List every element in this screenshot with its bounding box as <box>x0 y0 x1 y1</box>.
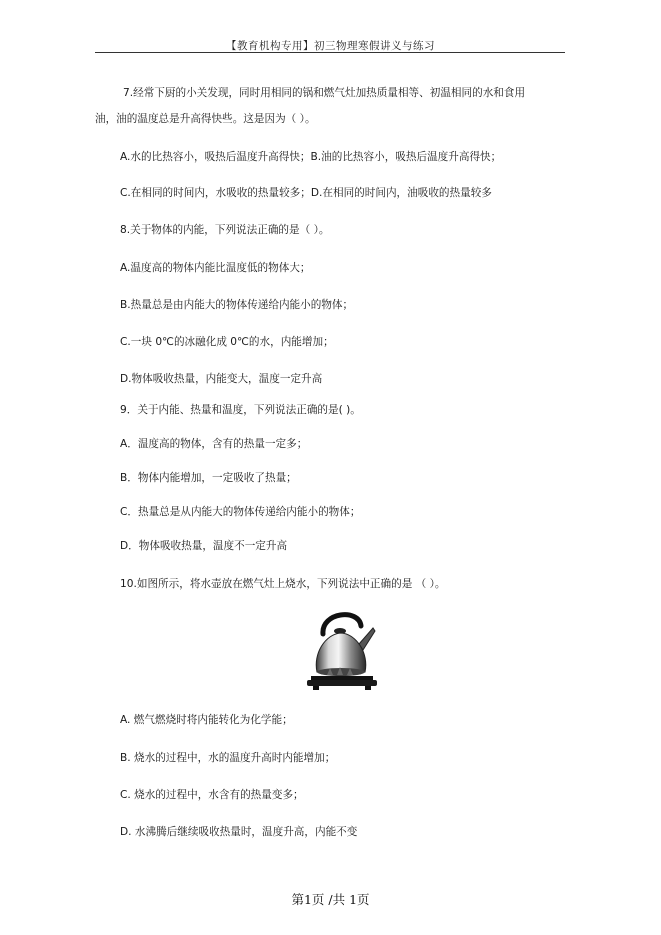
q10-option-c: C. 烧水的过程中，水含有的热量变多； <box>120 789 304 801</box>
q9-option-d: D．物体吸收热量，温度不一定升高 <box>120 540 288 552</box>
q8-option-a: A.温度高的物体内能比温度低的物体大； <box>120 262 311 274</box>
q9-option-a: A．温度高的物体，含有的热量一定多； <box>120 438 308 450</box>
q8-option-b: B.热量总是由内能大的物体传递给内能小的物体； <box>120 299 354 311</box>
q9-option-b: B．物体内能增加，一定吸收了热量； <box>120 472 297 484</box>
header-divider <box>95 52 565 53</box>
kettle-icon <box>303 604 381 692</box>
q10-option-d: D. 水沸腾后继续吸收热量时，温度升高，内能不变 <box>120 826 358 838</box>
page-footer: 第1页 /共 1页 <box>291 892 370 907</box>
q9-stem: 9．关于内能、热量和温度，下列说法正确的是( )。 <box>120 404 361 416</box>
kettle-illustration <box>303 604 381 692</box>
q7-stem-line2: 油，油的温度总是升高得快些。这是因为（ ）。 <box>95 113 316 125</box>
q10-stem: 10.如图所示，将水壶放在燃气灶上烧水，下列说法中正确的是 （ ）。 <box>120 578 446 590</box>
q9-option-c: C．热量总是从内能大的物体传递给内能小的物体； <box>120 506 361 518</box>
q8-option-d: D.物体吸收热量，内能变大，温度一定升高 <box>120 373 323 385</box>
q7-options-cd: C.在相同的时间内，水吸收的热量较多；D.在相同的时间内，油吸收的热量较多 <box>120 187 492 199</box>
q7-options-ab: A.水的比热容小，吸热后温度升高得快；B.油的比热容小，吸热后温度升高得快； <box>120 151 502 163</box>
q7-stem-line1: 7.经常下厨的小关发现，同时用相同的锅和燃气灶加热质量相等、初温相同的水和食用 <box>123 87 526 99</box>
q10-option-b: B. 烧水的过程中，水的温度升高时内能增加； <box>120 752 336 764</box>
q10-option-a: A. 燃气燃烧时将内能转化为化学能； <box>120 714 293 726</box>
header-title: 【教育机构专用】初三物理寒假讲义与练习 <box>226 40 435 52</box>
q8-option-c: C.一块 0℃的冰融化成 0℃的水，内能增加； <box>120 336 334 348</box>
q8-stem: 8.关于物体的内能，下列说法正确的是（ ）。 <box>120 224 330 236</box>
